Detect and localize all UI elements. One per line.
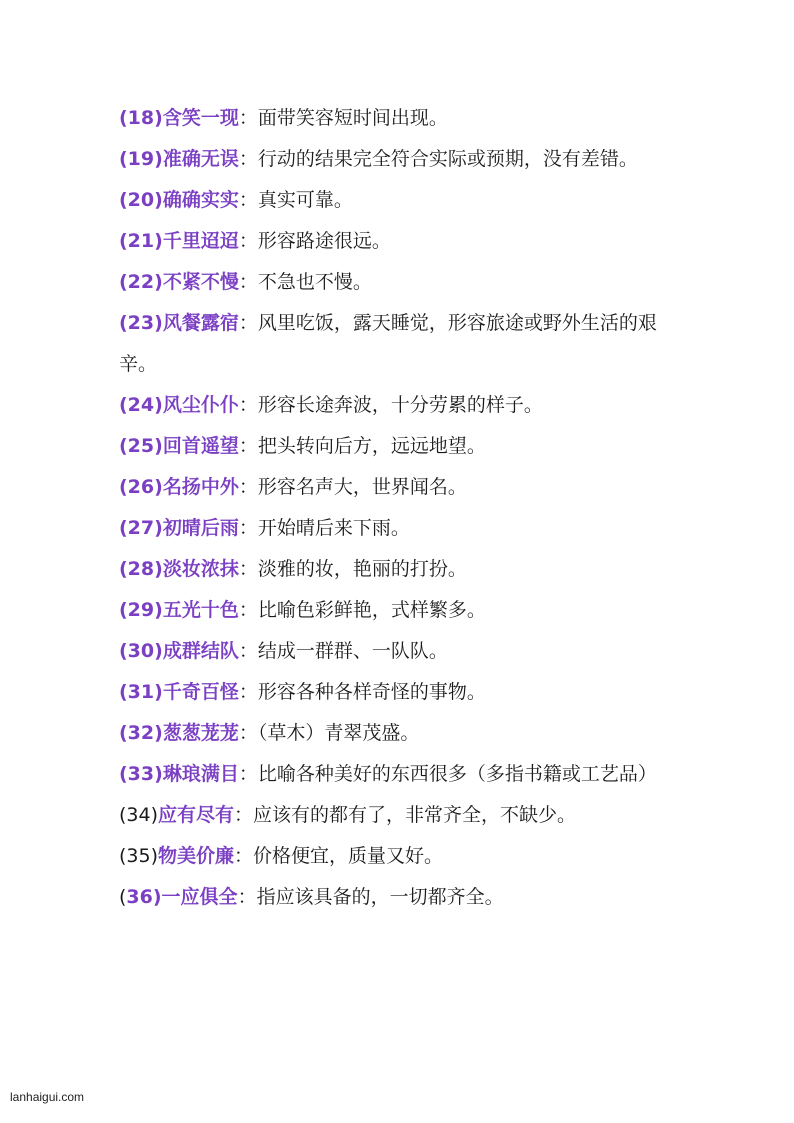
list-item xyxy=(119,672,679,713)
entry-definition: 行动的结果完全符合实际或预期，没有差错。 xyxy=(257,148,638,170)
list-item xyxy=(119,385,679,426)
entry-term: 琳琅满目 xyxy=(162,763,239,785)
list-item xyxy=(119,754,679,795)
entry-number: (26) xyxy=(119,476,163,498)
entry-definition: 比喻各种美好的东西很多（多指书籍或工艺品） xyxy=(257,763,657,785)
entry-term: 淡妆浓抹 xyxy=(162,558,239,580)
entry-term: 准确无误 xyxy=(162,148,239,170)
entry-definition: 不急也不慢。 xyxy=(257,271,372,293)
list-item xyxy=(119,467,679,508)
entry-term: 五光十色 xyxy=(162,599,239,621)
entry-definition: 应该有的都有了，非常齐全，不缺少。 xyxy=(253,804,577,826)
entry-definition: 真实可靠。 xyxy=(257,189,353,211)
entry-number: (27) xyxy=(119,517,163,539)
entry-separator: ： xyxy=(238,599,258,621)
entry-definition: 指应该具备的，一切都齐全。 xyxy=(256,886,504,908)
entry-definition: 形容名声大，世界闻名。 xyxy=(257,476,467,498)
entry-number: (19) xyxy=(119,148,163,170)
entry-term: 风尘仆仆 xyxy=(162,394,239,416)
list-item xyxy=(119,836,679,877)
entry-separator: ： xyxy=(237,886,257,908)
entry-definition: 结成一群群、一队队。 xyxy=(257,640,448,662)
entry-number: (25) xyxy=(119,435,163,457)
entry-separator: ： xyxy=(238,107,258,129)
entry-term: 葱葱茏茏 xyxy=(162,722,239,744)
entry-definition: （草木）青翠茂盛。 xyxy=(257,722,420,744)
list-item xyxy=(119,713,679,754)
entry-term: 初晴后雨 xyxy=(162,517,239,539)
entry-number: (34) xyxy=(119,804,159,826)
list-item xyxy=(119,426,679,467)
entry-definition: 比喻色彩鲜艳，式样繁多。 xyxy=(257,599,486,621)
entry-separator: ： xyxy=(238,394,258,416)
list-item xyxy=(119,590,679,631)
entry-separator: ： xyxy=(238,558,258,580)
entry-separator: ： xyxy=(234,804,254,826)
entry-number: (21) xyxy=(119,230,163,252)
entry-term: 应有尽有 xyxy=(158,804,235,826)
entry-definition: 形容长途奔波，十分劳累的样子。 xyxy=(257,394,543,416)
entry-number: (23) xyxy=(119,312,163,334)
entry-term: 千奇百怪 xyxy=(162,681,239,703)
entry-separator: ： xyxy=(234,845,254,867)
entry-number: (33) xyxy=(119,763,163,785)
entry-term: 回首遥望 xyxy=(162,435,239,457)
entry-separator: ： xyxy=(238,476,258,498)
list-item xyxy=(119,795,679,836)
entry-definition: 形容路途很远。 xyxy=(257,230,391,252)
entry-number: (35) xyxy=(119,845,159,867)
entry-number: (32) xyxy=(119,722,163,744)
entry-separator: ： xyxy=(238,189,258,211)
list-item xyxy=(119,180,679,221)
entry-separator: ： xyxy=(238,312,258,334)
site-watermark: lanhaigui.com xyxy=(10,1090,85,1104)
entry-number: (31) xyxy=(119,681,163,703)
entry-definition: 开始晴后来下雨。 xyxy=(257,517,410,539)
entry-definition: 淡雅的妆，艳丽的打扮。 xyxy=(257,558,467,580)
entry-separator: ： xyxy=(238,640,258,662)
entry-separator: ： xyxy=(238,681,258,703)
entry-number: (28) xyxy=(119,558,163,580)
entry-number: (18) xyxy=(119,107,163,129)
entry-definition: 风里吃饭，露天睡觉，形容旅途或野外生活的艰辛。 xyxy=(119,312,657,375)
entry-separator: ： xyxy=(238,435,258,457)
entry-number: (22) xyxy=(119,271,163,293)
entry-term: 不紧不慢 xyxy=(162,271,239,293)
entry-number: (20) xyxy=(119,189,163,211)
entry-definition: 把头转向后方，远远地望。 xyxy=(257,435,486,457)
entry-number xyxy=(119,886,162,908)
list-item xyxy=(119,262,679,303)
idiom-list xyxy=(119,98,679,918)
entry-term: 物美价廉 xyxy=(158,845,235,867)
entry-definition: 价格便宜，质量又好。 xyxy=(253,845,444,867)
entry-separator: ： xyxy=(238,271,258,293)
list-item xyxy=(119,303,679,385)
entry-definition: 面带笑容短时间出现。 xyxy=(257,107,448,129)
entry-number: (29) xyxy=(119,599,163,621)
list-item xyxy=(119,631,679,672)
entry-term: 一应俱全 xyxy=(161,886,238,908)
entry-term: 确确实实 xyxy=(162,189,239,211)
entry-term: 千里迢迢 xyxy=(162,230,239,252)
list-item xyxy=(119,221,679,262)
list-item xyxy=(119,877,679,918)
entry-separator: ： xyxy=(238,517,258,539)
entry-separator: ： xyxy=(238,148,258,170)
entry-separator: ： xyxy=(238,722,258,744)
entry-term: 风餐露宿 xyxy=(162,312,239,334)
entry-separator: ： xyxy=(238,763,258,785)
list-item xyxy=(119,139,679,180)
entry-number: (30) xyxy=(119,640,163,662)
entry-term: 名扬中外 xyxy=(162,476,239,498)
list-item xyxy=(119,98,679,139)
list-item xyxy=(119,549,679,590)
entry-separator: ： xyxy=(238,230,258,252)
entry-number-rest: 36) xyxy=(126,886,162,908)
entry-number: (24) xyxy=(119,394,163,416)
entry-term: 含笑一现 xyxy=(162,107,239,129)
entry-definition: 形容各种各样奇怪的事物。 xyxy=(257,681,486,703)
entry-term: 成群结队 xyxy=(162,640,239,662)
entry-number-paren: ( xyxy=(119,886,127,908)
list-item xyxy=(119,508,679,549)
